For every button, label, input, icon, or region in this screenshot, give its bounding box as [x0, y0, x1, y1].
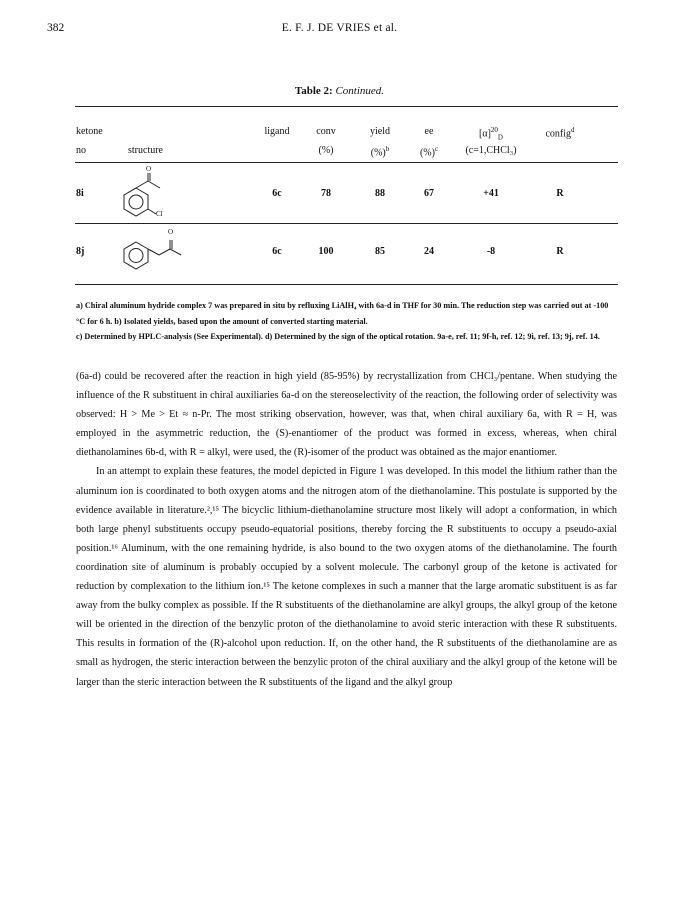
structure-8i-label-O: O [146, 165, 152, 173]
ee-footnote-mark: c [434, 145, 439, 153]
row-ligand: 6c [272, 188, 282, 199]
table-caption-italic: Continued. [335, 85, 385, 97]
table-bottom-rule [75, 284, 618, 285]
header-ee: ee [424, 126, 434, 137]
table-top-rule [75, 106, 618, 107]
row-ketone-no: 8i [76, 188, 84, 199]
header-structure: structure [128, 145, 163, 156]
header-yield-unit: (%)$^b$ [370, 145, 390, 159]
footnote-c-d: c) Determined by HPLC-analysis (See Experimental). d) Determined by the sign of the optical rotation. 9a-e, ref. 11; 9f-h, ref. 12; 9i, ref. 13; 9j, ref. 14. [76, 332, 600, 341]
header-no: no [76, 145, 86, 156]
row-ee: 24 [424, 246, 434, 257]
row-ketone-no: 8j [76, 246, 85, 257]
structure-8j-drawing [110, 228, 200, 272]
row-yield: 88 [375, 188, 385, 199]
header-ee-unit: (%)$^c$ [419, 145, 439, 159]
row-conv: 100 [318, 246, 334, 257]
row-ee: 67 [424, 188, 434, 199]
row-optical-rotation: +41 [483, 188, 499, 199]
header-rotation-conditions: (c=1,CHCl₃) [465, 145, 517, 156]
footnote-a-b: a) Chiral aluminum hydride complex 7 was prepared in situ by refluxing LiAlH₄ with 6a-d in THF for 30 min. The reduction step was carried out at -100 °C for 6 h. b) Isolated yields, based upon the amount of converted starting material. [76, 301, 609, 326]
row-config: R [556, 246, 564, 257]
table-footnotes [76, 298, 617, 345]
yield-footnote-mark: b [385, 145, 390, 153]
table-header-rule [75, 162, 618, 163]
row-config: R [556, 188, 564, 199]
header-yield: yield [370, 126, 390, 137]
body-text [76, 367, 617, 692]
table-row-rule [75, 223, 618, 224]
structure-8i-label-Cl: Cl [156, 210, 163, 218]
table-caption [0, 85, 679, 97]
header-conv-unit: (%) [318, 145, 334, 156]
header-optical-rotation: $[\alpha]^{20}_D$ [479, 126, 503, 142]
running-head: E. F. J. DE VRIES et al. [281, 22, 398, 34]
header-config: config$^d$ [545, 126, 575, 140]
paragraph: (6a-d) could be recovered after the reaction in high yield (85-95%) by recrystallization from CHCl₃/pentane. When studying the influence of the R substituent in chiral auxiliaries 6a-d on the stereoselectivity of the reaction, the following order of selectivity was observed: H > Me > Et ≈ n-Pr. The most striking observation, however, was that, when chiral auxiliary 6a, with R = H, was employed in the asymmetric reduction, the (S)-enantiomer of the product was formed in excess, whereas, when chiral diethanolamines 6b-d, with R = alkyl, were used, the (R)-isomer of the product was obtained as the major enantiomer. [76, 371, 617, 459]
page-number: 382 [47, 22, 65, 34]
header-conv: conv [316, 126, 336, 137]
paragraph: In an attempt to explain these features, the model depicted in Figure 1 was developed. In this model the lithium rather than the aluminum ion is coordinated to both oxygen atoms and the nitrogen atom of the diethanolamine. This postulate is supported by the evidence available in literature.²,¹⁵ The bicyclic lithium-diethanolamine structure most likely will adopt a conformation, in which both large phenyl substituents occupy pseudo-equatorial positions, thereby forcing the R substituents to occupy a pseudo-axial position.¹⁶ Aluminum, with the one remaining hydride, is also bound to the two oxygen atoms of the diethanolamine. The fourth coordination site of aluminum is probably occupied by a solvent molecule. The carbonyl group of the ketone is activated for reduction by complexation to the lithium ion.¹⁵ The ketone complexes in such a manner that the large aromatic substituent is as far away from the bulky complex as possible. If the R substituents of the diethanolamine are alkyl groups, the alkyl group of the ketone will be oriented in the direction of the benzylic proton of the diethanolamine to avoid steric interaction with these R substituents. This results in formation of the (R)-alcohol upon reduction. If, on the other hand, the R substituents of the diethanolamine are as small as hydrogen, the steric interaction between the benzylic proton of the chiral auxiliary and the alkyl group of the ketone will be larger than the steric interaction between the R substituents of the ligand and the alkyl group [76, 466, 617, 688]
header-ligand: ligand [264, 126, 290, 137]
row-conv: 78 [321, 188, 331, 199]
header-ketone: ketone [76, 126, 103, 137]
table-caption-label: Table 2: [294, 85, 336, 97]
row-ligand: 6c [272, 246, 282, 257]
row-yield: 85 [375, 246, 385, 257]
row-optical-rotation: -8 [486, 246, 496, 257]
structure-8j-label-O: O [168, 228, 174, 236]
config-footnote-mark: d [571, 126, 575, 134]
